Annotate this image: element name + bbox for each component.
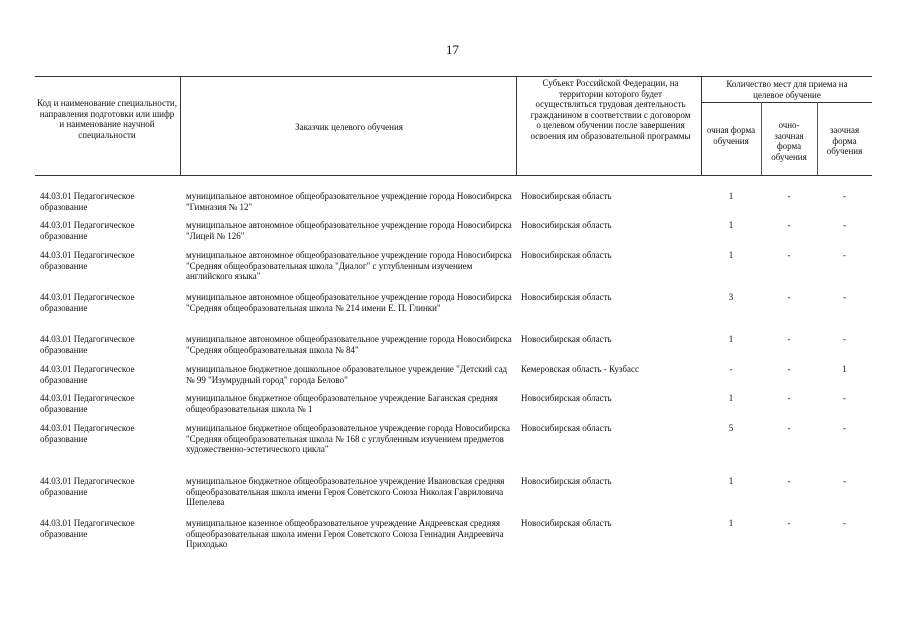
column-divider [180, 76, 181, 175]
row-full-time: 1 [728, 191, 734, 201]
row-customer: муниципальное бюджетное общеобразовательное учреждение Ивановская средняя общеобразовательная школа имени Героя Советского Союза Николая Гавриловича Шепелева [186, 476, 505, 507]
row-code: 44.03.01 Педагогическое образование [40, 364, 135, 385]
row-region: Новосибирская область [521, 250, 612, 260]
header-full-time: очная форма обучения [706, 125, 756, 146]
row-code: 44.03.01 Педагогическое образование [40, 220, 135, 241]
row-code: 44.03.01 Педагогическое образование [40, 250, 135, 271]
row-full-time: 1 [728, 250, 734, 260]
row-full-time: 5 [728, 423, 734, 433]
row-region: Новосибирская область [521, 334, 612, 344]
row-code: 44.03.01 Педагогическое образование [40, 393, 135, 414]
row-customer: муниципальное казенное общеобразовательное учреждение Андреевская средняя общеобразовательная школа имени Героя Советского Союза Геннадия Андреевича Приходько [186, 518, 504, 549]
row-extramural: - [843, 476, 846, 486]
row-part-time: - [787, 518, 791, 528]
page-number: 17 [446, 42, 459, 57]
row-part-time: - [787, 292, 791, 302]
row-extramural: - [843, 292, 846, 302]
header-region: Субъект Российской Федерации, на территории которого будет осуществляться трудовая деятельность гражданином в соответствии с договором о целевом обучении после завершения освоения им образовательной программы [530, 78, 691, 141]
column-divider [701, 76, 702, 175]
header-part-time: очно-заочная форма обучения [771, 120, 807, 162]
header-code: Код и наименование специальности, направления подготовки или шифр и наименование научной специальности [37, 98, 177, 140]
row-code: 44.03.01 Педагогическое образование [40, 334, 135, 355]
row-extramural: - [843, 393, 846, 403]
row-part-time: - [787, 423, 791, 433]
row-customer: муниципальное бюджетное общеобразовательное учреждение Баганская средняя общеобразовательная школа № 1 [186, 393, 498, 414]
row-full-time: 1 [728, 220, 734, 230]
header-extramural: заочная форма обучения [826, 125, 863, 156]
row-code: 44.03.01 Педагогическое образование [40, 476, 135, 497]
row-extramural: - [843, 250, 846, 260]
table-top-border [35, 76, 872, 77]
header-places: Количество мест для приема на целевое обучение [726, 79, 848, 100]
row-part-time: - [787, 476, 791, 486]
row-customer: муниципальное бюджетное общеобразовательное учреждение города Новосибирска "Средняя общеобразовательная школа № 168 с углубленным изучением предметов художественно-эстетического цикла" [186, 423, 510, 454]
row-region: Новосибирская область [521, 476, 612, 486]
row-extramural: - [843, 518, 846, 528]
row-region: Новосибирская область [521, 518, 612, 528]
row-part-time: - [787, 334, 791, 344]
row-customer: муниципальное автономное общеобразовательное учреждение города Новосибирска "Лицей № 126" [186, 220, 512, 241]
row-full-time: 3 [728, 292, 734, 302]
row-extramural: - [843, 191, 846, 201]
row-region: Новосибирская область [521, 191, 612, 201]
row-customer: муниципальное автономное общеобразовательное учреждение города Новосибирска "Гимназия № 12" [186, 191, 512, 212]
row-full-time: 1 [728, 334, 734, 344]
row-extramural: - [843, 334, 846, 344]
row-part-time: - [787, 393, 791, 403]
row-code: 44.03.01 Педагогическое образование [40, 423, 135, 444]
row-customer: муниципальное автономное общеобразовательное учреждение города Новосибирска "Средняя общеобразовательная школа "Диалог" с углубленным изучением английского языка" [186, 250, 512, 281]
row-customer: муниципальное автономное общеобразовательное учреждение города Новосибирска "Средняя общеобразовательная школа № 84" [186, 334, 512, 355]
row-region: Кемеровская область - Кузбасс [521, 364, 639, 374]
row-region: Новосибирская область [521, 423, 612, 433]
row-customer: муниципальное автономное общеобразовательное учреждение города Новосибирска "Средняя общеобразовательная школа № 214 имени Е. П. Глинки" [186, 292, 512, 313]
row-region: Новосибирская область [521, 292, 612, 302]
row-extramural: - [843, 220, 846, 230]
row-code: 44.03.01 Педагогическое образование [40, 292, 135, 313]
row-extramural: 1 [842, 364, 847, 374]
row-part-time: - [787, 364, 791, 374]
row-full-time: 1 [728, 476, 734, 486]
header-customer: Заказчик целевого обучения [295, 122, 403, 132]
column-divider [817, 102, 818, 175]
column-divider [516, 76, 517, 175]
places-subheader-border [701, 102, 872, 103]
row-extramural: - [843, 423, 846, 433]
row-part-time: - [787, 250, 791, 260]
row-part-time: - [787, 191, 791, 201]
row-full-time: - [729, 364, 733, 374]
row-part-time: - [787, 220, 791, 230]
column-divider [761, 102, 762, 175]
header-bottom-border [35, 175, 872, 176]
row-code: 44.03.01 Педагогическое образование [40, 191, 135, 212]
row-region: Новосибирская область [521, 393, 612, 403]
row-full-time: 1 [728, 518, 734, 528]
row-customer: муниципальное бюджетное дошкольное образовательное учреждение "Детский сад № 99 "Изумрудный город" города Белово" [186, 364, 508, 385]
row-region: Новосибирская область [521, 220, 612, 230]
row-code: 44.03.01 Педагогическое образование [40, 518, 135, 539]
row-full-time: 1 [728, 393, 734, 403]
